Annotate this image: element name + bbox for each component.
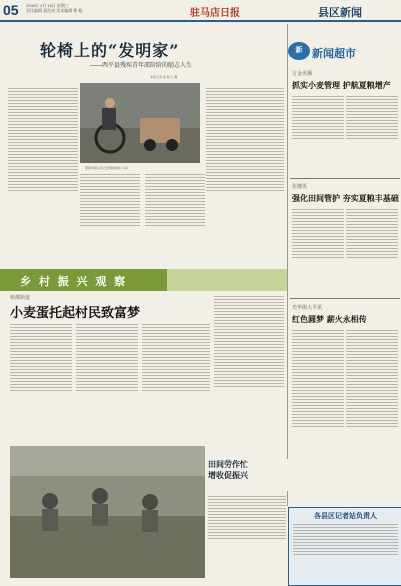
feature-body-col4	[206, 86, 284, 266]
banner-title: 乡 村 振 兴 观 察	[20, 275, 128, 288]
feature-body-col2	[80, 172, 140, 267]
wheelchair-inventor-image	[80, 83, 200, 163]
notice-title: 各县区记者站负责人	[314, 511, 377, 520]
lower-story-kicker: 榜都街道	[10, 295, 31, 301]
page-header	[0, 0, 401, 22]
field-workers-image	[10, 446, 205, 578]
feature-subheadline: ——西平县残疾青年邵阶阶的励志人生	[90, 63, 193, 69]
story1-kicker: 方金讯播	[292, 71, 313, 77]
issue-date: 2006年 3月 15日 星期三	[26, 3, 69, 8]
photo-news-title	[208, 459, 288, 491]
column-divider	[287, 24, 288, 506]
photo-news-line2: 增收促振兴	[208, 470, 248, 480]
section-title: 县区新闻	[318, 7, 362, 19]
column-name: 新闻超市	[312, 47, 356, 60]
banner-accent	[167, 269, 287, 291]
reporter-station-notice	[288, 507, 401, 586]
divider	[290, 298, 400, 299]
masthead: 驻马店日报	[190, 8, 240, 19]
photo-news-line1: 田间劳作忙	[208, 459, 248, 469]
lower-body-col3	[142, 322, 210, 442]
divider	[290, 178, 400, 179]
feature-body-col3	[145, 172, 205, 267]
story3-body-col2	[346, 328, 398, 498]
story3-kicker: 光华街大平讯	[292, 305, 323, 311]
story2-body-col2	[346, 207, 398, 297]
story3-body-col1	[292, 328, 344, 498]
notice-list	[293, 522, 398, 580]
feature-photo	[80, 83, 200, 163]
editors: 责任编辑 聂浩泉 美术编辑 徐 聪	[26, 8, 83, 13]
photo-news-caption	[208, 494, 286, 572]
story2-headline: 强化田间管护 夯实夏粮丰基础	[292, 193, 399, 203]
lower-story-headline: 小麦蛋托起村民致富梦	[10, 306, 141, 321]
lower-body-col4	[214, 294, 284, 454]
column-badge-icon: 新	[288, 42, 310, 60]
feature-byline: 本报记者 徐 斯 仁 摄	[150, 75, 178, 79]
section-banner	[0, 269, 287, 291]
story3-headline: 红色圆梦 薪火永相传	[292, 314, 367, 324]
header-meta	[26, 3, 82, 13]
feature-headline: 轮椅上的“发明家”	[40, 41, 180, 60]
news-supermarket-logo	[288, 42, 398, 62]
feature-body-col1	[8, 86, 78, 266]
page-number: 05	[3, 2, 19, 18]
farm-photo	[10, 446, 205, 578]
story2-kicker: 张楼讯	[292, 184, 308, 190]
lower-body-col1	[10, 322, 72, 442]
feature-photo-caption: 邵阶阶展示自己发明的电动 门功	[85, 166, 128, 170]
story1-body-col1	[292, 94, 344, 174]
lower-body-col2	[76, 322, 138, 442]
story1-body-col2	[346, 94, 398, 174]
story1-headline: 抓实小麦管理 护航夏粮增产	[292, 80, 391, 90]
story2-body-col1	[292, 207, 344, 297]
